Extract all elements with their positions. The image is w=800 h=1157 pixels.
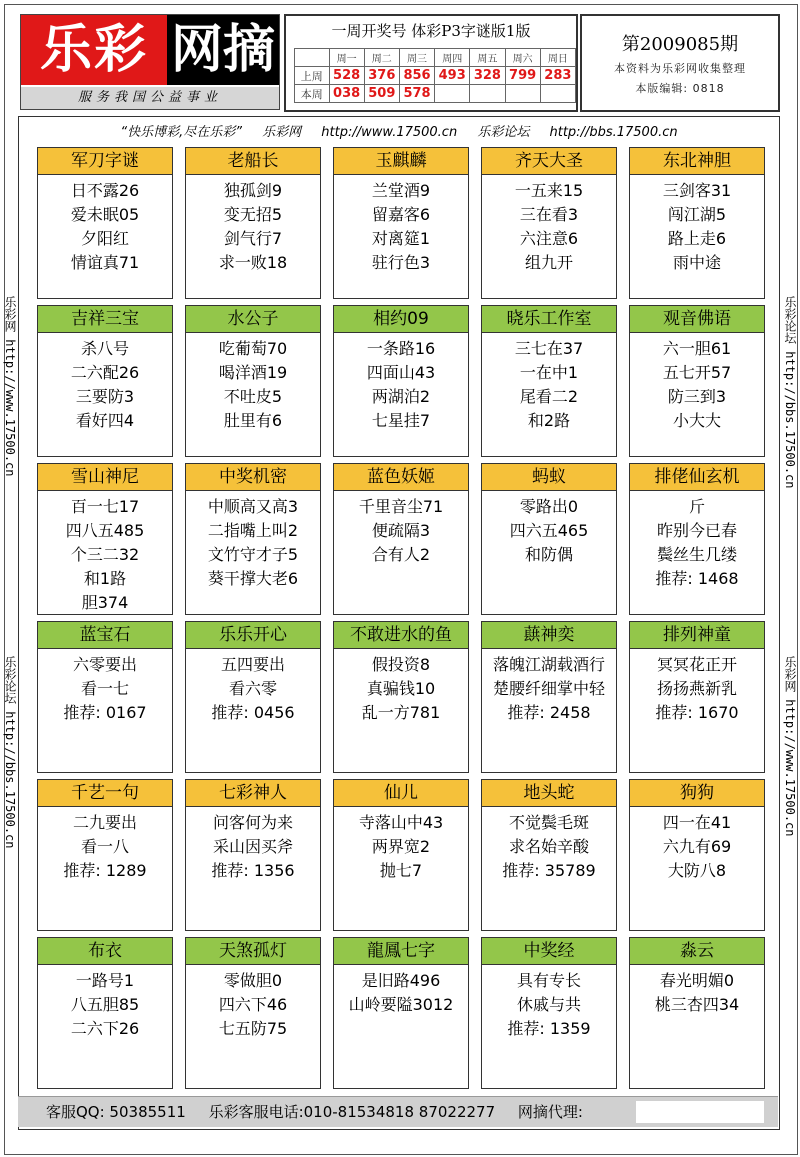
tipster-card-line: 不吐皮5 <box>223 387 283 406</box>
tipster-card-line: 和1路 <box>83 569 127 588</box>
tipster-card <box>37 463 173 615</box>
tipster-card-title: 蕻神奕 <box>481 621 617 649</box>
source-note: 本资料为乐彩网收集整理 <box>614 62 746 75</box>
tipster-card-line: 四六下46 <box>218 995 288 1014</box>
tipster-card-title: 蓝宝石 <box>37 621 173 649</box>
main-frame <box>18 116 780 1130</box>
tipster-card-line: 百一七17 <box>70 497 140 516</box>
tipster-card-title: 蚂蚁 <box>481 463 617 491</box>
tipster-card <box>37 779 173 931</box>
tipster-card-line: 两湖泊2 <box>371 387 431 406</box>
tipster-card <box>333 463 469 615</box>
tipster-card-line: 推荐: 1468 <box>655 569 739 588</box>
tipster-card-line: 昨别今已春 <box>656 521 737 540</box>
tipster-card <box>333 305 469 457</box>
tipster-card-title: 狗狗 <box>629 779 765 807</box>
tipster-card <box>629 463 765 615</box>
tipster-card-line: 零做胆0 <box>223 971 283 990</box>
tipster-card-lines <box>482 179 616 275</box>
tipster-card-title: 齐天大圣 <box>481 147 617 175</box>
tipster-card-title: 七彩神人 <box>185 779 321 807</box>
tipster-card-title: 吉祥三宝 <box>37 305 173 333</box>
footer-bar <box>18 1096 778 1127</box>
day-header: 周四 <box>435 49 470 67</box>
editor-note: 本版编辑: 0818 <box>635 82 725 95</box>
tipster-card-line: 防三到3 <box>667 387 727 406</box>
tipster-card-line: 六一胆61 <box>662 339 732 358</box>
tipster-card <box>185 779 321 931</box>
tipster-card-line: 一条路16 <box>366 339 436 358</box>
tipster-card-line: 肚里有6 <box>223 411 283 430</box>
tipster-card-lines <box>334 495 468 567</box>
draw-number: 528 <box>329 67 364 85</box>
tipster-card-lines <box>630 179 764 275</box>
tipster-card <box>481 779 617 931</box>
tipster-card-line: 组九开 <box>524 253 573 272</box>
tipster-card-line: 楚腰纤细掌中轻 <box>492 679 605 698</box>
issue-number: 第2009085期 <box>621 34 739 55</box>
tipster-card <box>333 147 469 299</box>
footer-text <box>46 1097 601 1127</box>
tipster-card-line: 喝洋酒19 <box>218 363 288 382</box>
tipster-card-line: 是旧路496 <box>361 971 441 990</box>
tipster-card-line: 推荐: 1289 <box>63 861 147 880</box>
tipster-card-line: 文竹守才子5 <box>207 545 299 564</box>
tipster-card <box>629 779 765 931</box>
draw-number <box>435 85 470 103</box>
tipster-card <box>333 779 469 931</box>
tipster-card-line: 桃三杏四34 <box>654 995 740 1014</box>
tipster-card-line: 一路号1 <box>75 971 135 990</box>
draw-number <box>540 85 575 103</box>
tipster-card <box>333 621 469 773</box>
tipster-card-line: 八五胆85 <box>70 995 140 1014</box>
tagline-quote: “快乐博彩,尽在乐彩” <box>120 125 242 140</box>
tipster-card-line: 休戚与共 <box>516 995 581 1014</box>
tipster-card-line: 一在中1 <box>519 363 579 382</box>
tipster-card <box>629 147 765 299</box>
tipster-card-line: 独孤剑9 <box>223 181 283 200</box>
draw-results-box <box>284 14 578 112</box>
tipster-card-lines <box>630 969 764 1017</box>
tipster-card-line: 二九要出 <box>72 813 137 832</box>
tipster-card-lines <box>482 337 616 433</box>
tagline <box>19 121 779 140</box>
tipster-card-title: 晓乐工作室 <box>481 305 617 333</box>
tipster-card-title: 排列神童 <box>629 621 765 649</box>
tipster-card-line: 兰堂酒9 <box>371 181 431 200</box>
draw-number: 283 <box>540 67 575 85</box>
tipster-card-line: 寺落山中43 <box>358 813 444 832</box>
issue-box <box>580 14 780 112</box>
tipster-card-line: 抛七7 <box>379 861 423 880</box>
tipster-card-line: 具有专长 <box>516 971 581 990</box>
tipster-card-title: 玉麒麟 <box>333 147 469 175</box>
tipster-card-line: 驻行色3 <box>371 253 431 272</box>
tipster-card-line: 落魄江湖载酒行 <box>492 655 605 674</box>
tipster-card-title: 布衣 <box>37 937 173 965</box>
tagline-site-name: 乐彩网 <box>262 125 302 140</box>
side-link-right-top: 乐彩论坛 http://bbs.17500.cn <box>783 296 797 489</box>
tipster-card-line: 四一在41 <box>662 813 732 832</box>
tipster-card-title: 排佬仙玄机 <box>629 463 765 491</box>
tipster-card-line: 五四要出 <box>220 655 285 674</box>
tipster-card-lines <box>38 495 172 615</box>
tipster-card-line: 二六下26 <box>70 1019 140 1038</box>
side-link-left-top: 乐彩网 http://www.17500.cn <box>3 296 17 477</box>
draw-number <box>505 85 540 103</box>
tipster-card-line: 求一败18 <box>218 253 288 272</box>
tipster-card-lines <box>482 653 616 725</box>
tipster-card-line: 留嘉客6 <box>371 205 431 224</box>
this-week-label: 本周 <box>295 85 330 103</box>
tipster-card-line: 看一七 <box>80 679 129 698</box>
day-header: 周二 <box>364 49 399 67</box>
tipster-card-title: 水公子 <box>185 305 321 333</box>
footer-agent-label: 网摘代理: <box>517 1103 583 1121</box>
tipster-card-line: 假投资8 <box>371 655 431 674</box>
tipster-card-title: 相约09 <box>333 305 469 333</box>
tipster-card-title: 天煞孤灯 <box>185 937 321 965</box>
tipster-card-title: 观音佛语 <box>629 305 765 333</box>
tipster-card-line: 合有人2 <box>371 545 431 564</box>
tipster-card-line: 看一八 <box>80 837 129 856</box>
tipster-card-line: 变无招5 <box>223 205 283 224</box>
draw-number: 509 <box>364 85 399 103</box>
tipster-card <box>185 937 321 1089</box>
tipster-card-line: 鬓丝生几缕 <box>656 545 737 564</box>
tipster-card-line: 爱未眠05 <box>70 205 140 224</box>
tipster-card-line: 千里音尘71 <box>358 497 444 516</box>
tipster-card-line: 零路出0 <box>519 497 579 516</box>
tipster-card <box>185 463 321 615</box>
tipster-card-line: 剑气行7 <box>223 229 283 248</box>
tipster-card <box>481 621 617 773</box>
tipster-card-line: 推荐: 1359 <box>507 1019 591 1038</box>
tipster-card-lines <box>38 653 172 725</box>
draw-number: 578 <box>399 85 434 103</box>
tipster-card-line: 小大大 <box>672 411 721 430</box>
logo-black-text: 网摘 <box>167 15 279 85</box>
tipster-card-line: 问客何为来 <box>212 813 293 832</box>
draw-number: 799 <box>505 67 540 85</box>
tipster-card-lines <box>186 179 320 275</box>
tipster-card-line: 推荐: 2458 <box>507 703 591 722</box>
tipster-card <box>481 147 617 299</box>
last-week-row <box>295 67 576 85</box>
tipster-card-line: 情谊真71 <box>70 253 140 272</box>
tipster-card-line: 六九有69 <box>662 837 732 856</box>
tipster-card-lines <box>630 811 764 883</box>
tipster-card <box>185 305 321 457</box>
footer-phone: 乐彩客服电话:010-81534818 87022277 <box>208 1103 496 1121</box>
tipster-card-title: 中奖经 <box>481 937 617 965</box>
tipster-card-line: 三七在37 <box>514 339 584 358</box>
tipster-card-lines <box>334 653 468 725</box>
tipster-card-title: 老船长 <box>185 147 321 175</box>
tipster-card-lines <box>630 337 764 433</box>
logo-red-text: 乐彩 <box>21 15 167 85</box>
tipster-card-line: 采山因买斧 <box>212 837 293 856</box>
tipster-card-line: 便疏隔3 <box>371 521 431 540</box>
tipster-card-title: 千艺一句 <box>37 779 173 807</box>
tipster-card-lines <box>482 811 616 883</box>
tipster-card-line: 和2路 <box>527 411 571 430</box>
tipster-card-line: 日不露26 <box>70 181 140 200</box>
tipster-card-line: 推荐: 0167 <box>63 703 147 722</box>
tipster-card-line: 大防八8 <box>667 861 727 880</box>
tipster-card-line: 三在看3 <box>519 205 579 224</box>
tipster-card-line: 闯江湖5 <box>667 205 727 224</box>
tipster-card <box>37 621 173 773</box>
tipster-card <box>481 463 617 615</box>
tipster-card-lines <box>482 495 616 567</box>
tipster-card-line: 五七开57 <box>662 363 732 382</box>
tipster-card-line: 乱一方781 <box>361 703 441 722</box>
tipster-card <box>185 147 321 299</box>
tipster-card-line: 中顺高又高3 <box>207 497 299 516</box>
tipster-card-line: 一五来15 <box>514 181 584 200</box>
tipster-card-line: 对离筵1 <box>371 229 431 248</box>
tipster-card-line: 四八五485 <box>65 521 145 540</box>
tipster-card-lines <box>334 337 468 433</box>
tipster-card-line: 个三二32 <box>70 545 140 564</box>
draw-number: 376 <box>364 67 399 85</box>
tipster-card-line: 不觉鬓毛斑 <box>508 813 589 832</box>
tipster-card-line: 尾看二2 <box>519 387 579 406</box>
tipster-card-title: 龍鳳七字 <box>333 937 469 965</box>
tipster-card <box>629 937 765 1089</box>
tipster-card-line: 两界宽2 <box>371 837 431 856</box>
tagline-site-url[interactable]: http://www.17500.cn <box>321 125 458 140</box>
this-week-row <box>295 85 576 103</box>
tipster-card-line: 求名始辛酸 <box>508 837 589 856</box>
tipster-card-line: 三剑客31 <box>662 181 732 200</box>
draw-table <box>294 48 576 103</box>
tipster-card-line: 四六五465 <box>509 521 589 540</box>
tipster-card-title: 仙儿 <box>333 779 469 807</box>
tipster-card-lines <box>630 495 764 591</box>
tipster-card-title: 雪山神尼 <box>37 463 173 491</box>
tipster-card-lines <box>38 179 172 275</box>
tipster-card-line: 二指嘴上叫2 <box>207 521 299 540</box>
tipster-card-line: 葵干撑大老6 <box>207 569 299 588</box>
tipster-card-line: 四面山43 <box>366 363 436 382</box>
agent-blank-field <box>636 1101 764 1123</box>
tipster-card-line: 推荐: 1670 <box>655 703 739 722</box>
draw-number: 038 <box>329 85 364 103</box>
tipster-card-line: 六零要出 <box>72 655 137 674</box>
tipster-card-line: 看六零 <box>228 679 277 698</box>
tipster-card <box>185 621 321 773</box>
tipster-card-lines <box>38 811 172 883</box>
tipster-card-line: 路上走6 <box>667 229 727 248</box>
last-week-label: 上周 <box>295 67 330 85</box>
tipster-card-line: 真骗钱10 <box>366 679 436 698</box>
logo <box>20 14 280 110</box>
side-link-left-bottom: 乐彩论坛 http://bbs.17500.cn <box>3 656 17 849</box>
tipster-card-lines <box>630 653 764 725</box>
tipster-card-line: 和防偶 <box>524 545 573 564</box>
tipster-card-line: 吃葡萄70 <box>218 339 288 358</box>
tipster-card-title: 乐乐开心 <box>185 621 321 649</box>
tipster-card-lines <box>482 969 616 1041</box>
tipster-card-line: 七五防75 <box>218 1019 288 1038</box>
tagline-forum-name: 乐彩论坛 <box>477 125 530 140</box>
tipster-card-line: 六注意6 <box>519 229 579 248</box>
draw-number: 328 <box>470 67 505 85</box>
tipster-card-lines <box>186 653 320 725</box>
tipster-card-lines <box>186 811 320 883</box>
footer-qq: 客服QQ: 50385511 <box>46 1103 186 1121</box>
tipster-card-lines <box>334 969 468 1017</box>
tipster-card-line: 斤 <box>688 497 705 516</box>
draw-days-row <box>295 49 576 67</box>
tipster-card <box>481 305 617 457</box>
tipster-card-title: 中奖机密 <box>185 463 321 491</box>
draw-number <box>470 85 505 103</box>
tipster-card-lines <box>186 495 320 591</box>
tipster-card-line: 春光明媚0 <box>659 971 735 990</box>
tipster-card-lines <box>334 811 468 883</box>
tipster-card-line: 扬扬燕新乳 <box>656 679 737 698</box>
tipster-card-lines <box>186 969 320 1041</box>
tipster-card-title: 地头蛇 <box>481 779 617 807</box>
tipster-card <box>37 937 173 1089</box>
tipster-card-line: 胆374 <box>81 593 129 612</box>
day-header: 周一 <box>329 49 364 67</box>
day-header: 周日 <box>540 49 575 67</box>
tipster-card <box>629 621 765 773</box>
logo-slogan: 服务我国公益事业 <box>21 87 279 109</box>
tipster-card-line: 推荐: 1356 <box>211 861 295 880</box>
corner-cell <box>295 49 330 67</box>
draw-title: 一周开奖号 体彩P3字谜版1版 <box>331 22 531 40</box>
tipster-card-line: 冥冥花正开 <box>656 655 737 674</box>
tipster-card-title: 东北神胆 <box>629 147 765 175</box>
tipster-card-line: 七星挂7 <box>371 411 431 430</box>
tipster-card-line: 山岭要隘3012 <box>348 995 454 1014</box>
tagline-forum-url[interactable]: http://bbs.17500.cn <box>549 125 678 140</box>
tipster-card-line: 三要防3 <box>75 387 135 406</box>
draw-number: 493 <box>435 67 470 85</box>
draw-number: 856 <box>399 67 434 85</box>
tipster-card-line: 看好四4 <box>75 411 135 430</box>
tipster-card-line: 推荐: 0456 <box>211 703 295 722</box>
tipster-card <box>333 937 469 1089</box>
tipster-card-title: 淼云 <box>629 937 765 965</box>
tipster-card-line: 夕阳红 <box>80 229 129 248</box>
day-header: 周六 <box>505 49 540 67</box>
tipster-card-line: 杀八号 <box>80 339 129 358</box>
tipster-card <box>629 305 765 457</box>
tipster-card-line: 雨中途 <box>672 253 721 272</box>
tipster-card-lines <box>334 179 468 275</box>
tipster-card-line: 推荐: 35789 <box>502 861 596 880</box>
tipster-card <box>37 305 173 457</box>
tipster-card-lines <box>186 337 320 433</box>
day-header: 周五 <box>470 49 505 67</box>
tipster-card-lines <box>38 969 172 1041</box>
side-link-right-bottom: 乐彩网 http://www.17500.cn <box>783 656 797 837</box>
tipster-card-line: 二六配26 <box>70 363 140 382</box>
tipster-card-title: 不敢进水的鱼 <box>333 621 469 649</box>
tipster-card-title: 军刀字谜 <box>37 147 173 175</box>
tipster-card <box>481 937 617 1089</box>
tipster-card-lines <box>38 337 172 433</box>
day-header: 周三 <box>399 49 434 67</box>
tipster-card <box>37 147 173 299</box>
tipster-card-title: 蓝色妖姬 <box>333 463 469 491</box>
